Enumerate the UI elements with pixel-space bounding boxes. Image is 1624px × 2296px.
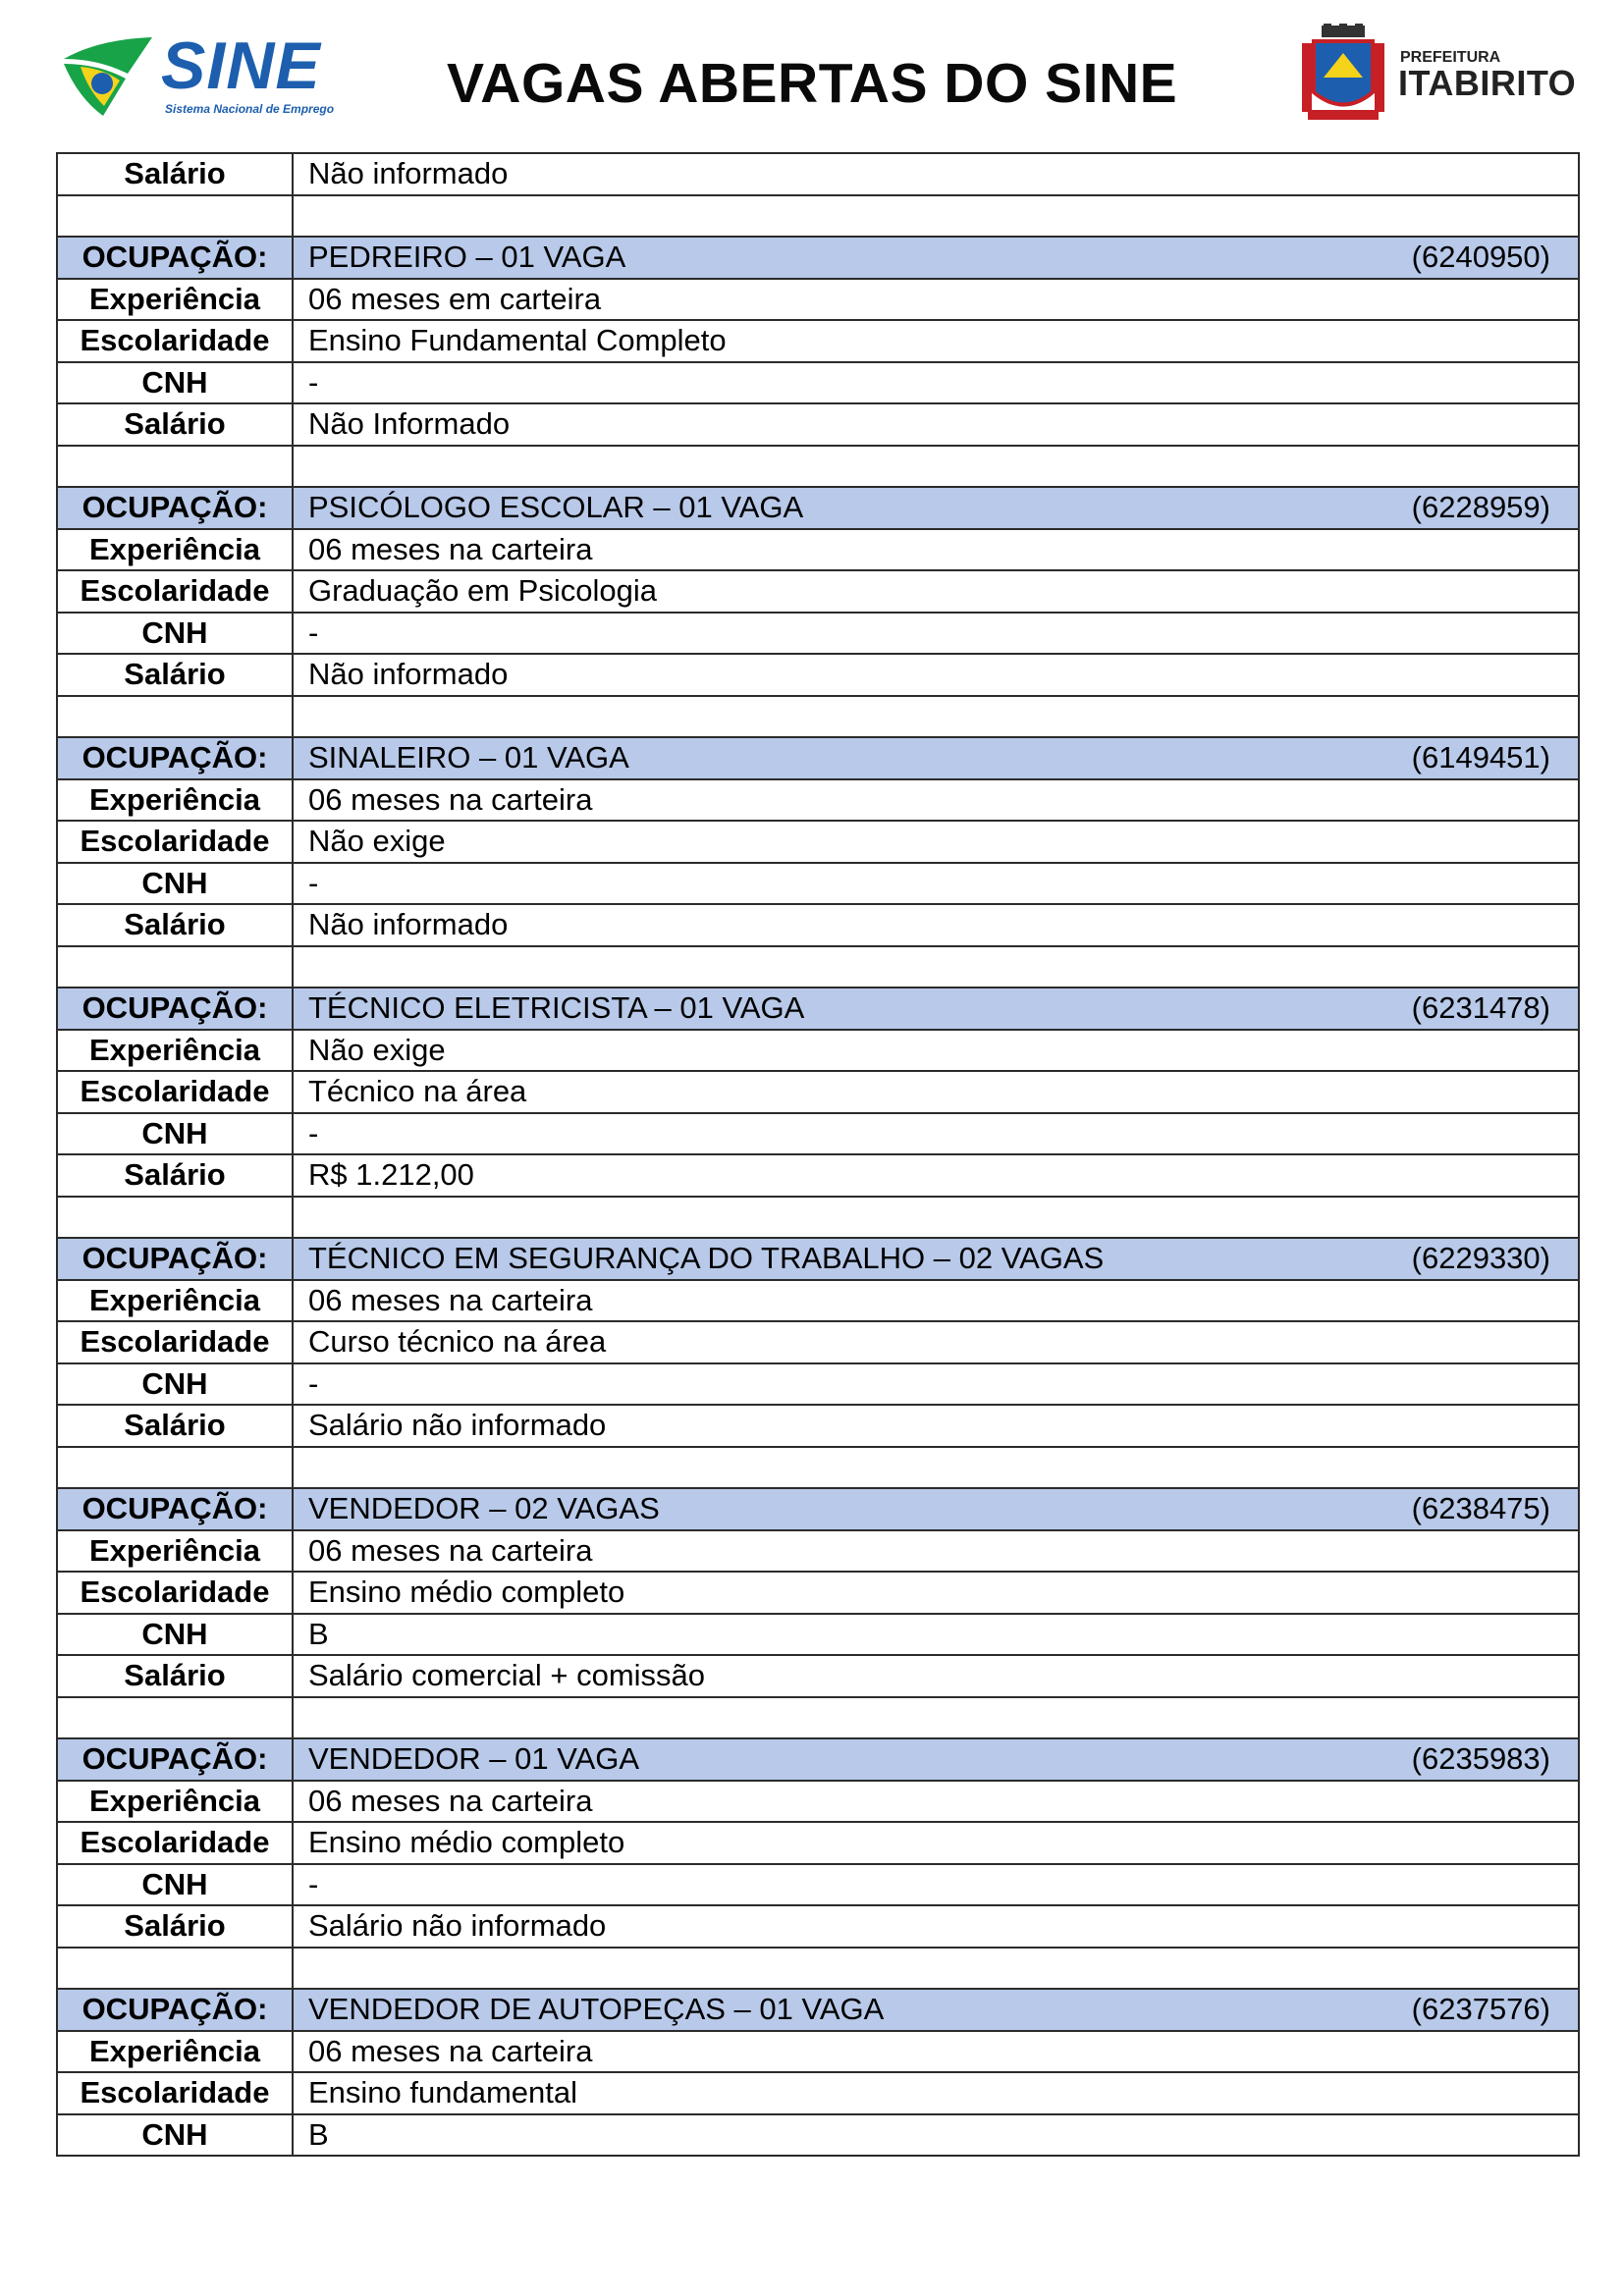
experience-value: 06 meses na carteira — [293, 1530, 1579, 1573]
cnh-value: - — [293, 1363, 1579, 1406]
cnh-value: - — [293, 1113, 1579, 1155]
occupation-label: OCUPAÇÃO: — [57, 737, 293, 779]
experience-label: Experiência — [57, 279, 293, 321]
occupation-value — [293, 487, 1579, 529]
occupation-title: VENDEDOR – 01 VAGA — [308, 1741, 640, 1777]
occupation-row — [57, 737, 1579, 779]
table-row — [57, 2072, 1579, 2114]
salary-value: Salário comercial + comissão — [293, 1655, 1579, 1697]
experience-label: Experiência — [57, 1781, 293, 1823]
spacer-row — [57, 696, 1579, 738]
cnh-value: - — [293, 863, 1579, 905]
brazil-flag-icon — [59, 29, 167, 123]
table-row — [57, 1405, 1579, 1447]
job-listings-table — [56, 152, 1580, 2157]
education-value: Ensino médio completo — [293, 1822, 1579, 1864]
occupation-label: OCUPAÇÃO: — [57, 1488, 293, 1530]
experience-value: Não exige — [293, 1030, 1579, 1072]
table-row — [57, 613, 1579, 655]
occupation-value — [293, 737, 1579, 779]
cnh-label: CNH — [57, 613, 293, 655]
vacancy-code: (6228959) — [1411, 490, 1550, 525]
salary-label: Salário — [57, 1905, 293, 1948]
table-row — [57, 1280, 1579, 1322]
experience-label: Experiência — [57, 2031, 293, 2073]
cnh-value: B — [293, 2114, 1579, 2157]
cnh-label: CNH — [57, 863, 293, 905]
table-row — [57, 1071, 1579, 1113]
salary-label: Salário — [57, 1405, 293, 1447]
spacer-row — [57, 1948, 1579, 1990]
cnh-label: CNH — [57, 362, 293, 404]
occupation-row — [57, 1488, 1579, 1530]
salary-value: Salário não informado — [293, 1405, 1579, 1447]
prefeitura-name: ITABIRITO — [1398, 63, 1577, 103]
table-row — [57, 1572, 1579, 1614]
spacer-row — [57, 1447, 1579, 1489]
occupation-title: SINALEIRO – 01 VAGA — [308, 740, 629, 775]
vacancy-code: (6238475) — [1411, 1491, 1550, 1526]
city-coat-of-arms-icon — [1294, 24, 1392, 127]
occupation-value — [293, 1488, 1579, 1530]
education-label: Escolaridade — [57, 821, 293, 863]
table-row — [57, 529, 1579, 571]
table-row — [57, 863, 1579, 905]
experience-value: 06 meses na carteira — [293, 2031, 1579, 2073]
experience-value: 06 meses em carteira — [293, 279, 1579, 321]
cnh-value: B — [293, 1614, 1579, 1656]
occupation-title: TÉCNICO ELETRICISTA – 01 VAGA — [308, 990, 805, 1026]
occupation-value — [293, 1989, 1579, 2031]
education-value: Ensino Fundamental Completo — [293, 320, 1579, 362]
occupation-label: OCUPAÇÃO: — [57, 1989, 293, 2031]
experience-label: Experiência — [57, 529, 293, 571]
salary-label: Salário — [57, 403, 293, 446]
table-row — [57, 1864, 1579, 1906]
table-row — [57, 1030, 1579, 1072]
education-value: Curso técnico na área — [293, 1321, 1579, 1363]
table-row — [57, 1781, 1579, 1823]
table-row — [57, 1655, 1579, 1697]
cnh-label: CNH — [57, 2114, 293, 2157]
education-label: Escolaridade — [57, 570, 293, 613]
education-label: Escolaridade — [57, 320, 293, 362]
education-value: Ensino médio completo — [293, 1572, 1579, 1614]
table-row — [57, 1113, 1579, 1155]
cnh-label: CNH — [57, 1363, 293, 1406]
prefeitura-logo — [1294, 24, 1579, 127]
education-value: Ensino fundamental — [293, 2072, 1579, 2114]
occupation-row — [57, 1738, 1579, 1781]
experience-label: Experiência — [57, 1530, 293, 1573]
occupation-label: OCUPAÇÃO: — [57, 487, 293, 529]
table-row — [57, 1614, 1579, 1656]
cnh-label: CNH — [57, 1614, 293, 1656]
table-row — [57, 1321, 1579, 1363]
cnh-value: - — [293, 362, 1579, 404]
sine-logo — [59, 29, 344, 123]
occupation-row — [57, 237, 1579, 279]
salary-label: Salário — [57, 1154, 293, 1197]
occupation-value — [293, 988, 1579, 1030]
spacer-row — [57, 446, 1579, 488]
occupation-row — [57, 988, 1579, 1030]
occupation-title: VENDEDOR DE AUTOPEÇAS – 01 VAGA — [308, 1992, 885, 2027]
experience-value: 06 meses na carteira — [293, 529, 1579, 571]
page-header — [0, 0, 1624, 147]
table-row — [57, 403, 1579, 446]
vacancy-code: (6231478) — [1411, 990, 1550, 1026]
occupation-value — [293, 1238, 1579, 1280]
spacer-row — [57, 1697, 1579, 1739]
salary-label: Salário — [57, 904, 293, 946]
experience-value: 06 meses na carteira — [293, 1781, 1579, 1823]
education-label: Escolaridade — [57, 1822, 293, 1864]
cnh-value: - — [293, 613, 1579, 655]
cnh-label: CNH — [57, 1113, 293, 1155]
salary-value: Não informado — [293, 654, 1579, 696]
experience-value: 06 meses na carteira — [293, 1280, 1579, 1322]
occupation-row — [57, 487, 1579, 529]
occupation-label: OCUPAÇÃO: — [57, 1238, 293, 1280]
table-row — [57, 1905, 1579, 1948]
table-row — [57, 320, 1579, 362]
salary-value: Não Informado — [293, 403, 1579, 446]
vacancy-code: (6235983) — [1411, 1741, 1550, 1777]
experience-label: Experiência — [57, 1030, 293, 1072]
cnh-label: CNH — [57, 1864, 293, 1906]
occupation-label: OCUPAÇÃO: — [57, 237, 293, 279]
spacer-row — [57, 946, 1579, 988]
vacancy-code: (6229330) — [1411, 1241, 1550, 1276]
experience-label: Experiência — [57, 1280, 293, 1322]
table-row — [57, 2114, 1579, 2157]
table-row — [57, 570, 1579, 613]
occupation-title: PSICÓLOGO ESCOLAR – 01 VAGA — [308, 490, 804, 525]
sine-wordmark: SINE — [161, 28, 321, 103]
occupation-label: OCUPAÇÃO: — [57, 1738, 293, 1781]
vacancy-code: (6240950) — [1411, 240, 1550, 275]
salary-value: Não informado — [293, 904, 1579, 946]
education-value: Não exige — [293, 821, 1579, 863]
table-row — [57, 1822, 1579, 1864]
education-label: Escolaridade — [57, 1572, 293, 1614]
salary-label: Salário — [57, 654, 293, 696]
education-label: Escolaridade — [57, 2072, 293, 2114]
table-row — [57, 279, 1579, 321]
table-row — [57, 779, 1579, 822]
table-row — [57, 821, 1579, 863]
cnh-value: - — [293, 1864, 1579, 1906]
experience-value: 06 meses na carteira — [293, 779, 1579, 822]
sine-subtitle: Sistema Nacional de Emprego — [165, 102, 335, 116]
occupation-title: PEDREIRO – 01 VAGA — [308, 240, 626, 275]
vacancy-code: (6149451) — [1411, 740, 1550, 775]
table-row — [57, 1363, 1579, 1406]
occupation-value — [293, 237, 1579, 279]
occupation-row — [57, 1989, 1579, 2031]
occupation-row — [57, 1238, 1579, 1280]
occupation-title: TÉCNICO EM SEGURANÇA DO TRABALHO – 02 VAGAS — [308, 1241, 1105, 1276]
table-row — [57, 654, 1579, 696]
table-row — [57, 2031, 1579, 2073]
education-label: Escolaridade — [57, 1071, 293, 1113]
experience-label: Experiência — [57, 779, 293, 822]
salary-value: Salário não informado — [293, 1905, 1579, 1948]
spacer-row — [57, 1197, 1579, 1239]
table-row — [57, 1154, 1579, 1197]
row-label: Salário — [57, 153, 293, 195]
occupation-label: OCUPAÇÃO: — [57, 988, 293, 1030]
salary-label: Salário — [57, 1655, 293, 1697]
spacer-row — [57, 195, 1579, 238]
table-row — [57, 1530, 1579, 1573]
occupation-title: VENDEDOR – 02 VAGAS — [308, 1491, 660, 1526]
education-value: Graduação em Psicologia — [293, 570, 1579, 613]
education-label: Escolaridade — [57, 1321, 293, 1363]
row-value: Não informado — [293, 153, 1579, 195]
salary-value: R$ 1.212,00 — [293, 1154, 1579, 1197]
table-row — [57, 153, 1579, 195]
prefeitura-label: PREFEITURA — [1400, 49, 1501, 66]
table-row — [57, 362, 1579, 404]
education-value: Técnico na área — [293, 1071, 1579, 1113]
occupation-value — [293, 1738, 1579, 1781]
vacancy-code: (6237576) — [1411, 1992, 1550, 2027]
table-row — [57, 904, 1579, 946]
page-title: VAGAS ABERTAS DO SINE — [447, 52, 1178, 115]
